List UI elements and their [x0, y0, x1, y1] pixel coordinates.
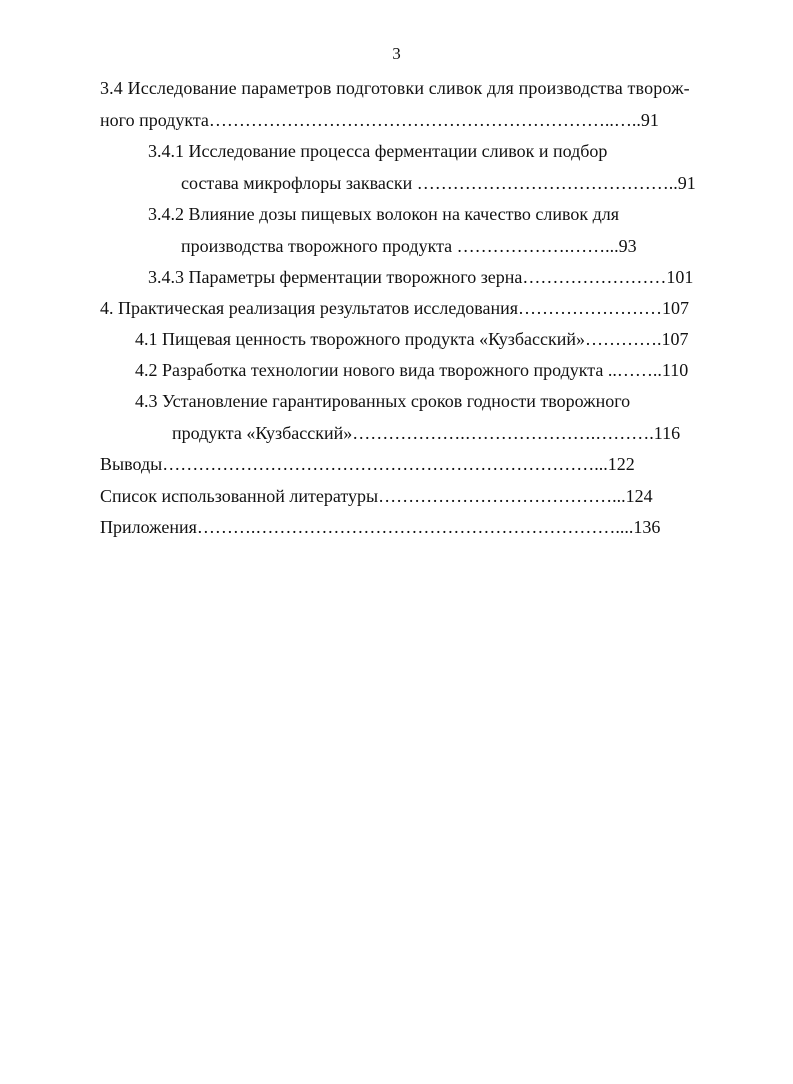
toc-entry-appendices: Приложения……….……………………………………………………....136: [100, 517, 661, 537]
toc-entry-4-1: 4.1 Пищевая ценность творожного продукта «Кузбасский»………….107: [135, 329, 689, 349]
toc-entry-3-4-1-line1: 3.4.1 Исследование процесса ферментации сливок и подбор: [148, 141, 608, 161]
page-number: 3: [392, 44, 401, 63]
toc-entry-3-4-2-line2: производства творожного продукта ……………….……...93: [181, 236, 637, 256]
toc-entry-3-4-line1: 3.4 Исследование параметров подготовки сливок для производства творож-: [100, 78, 690, 98]
toc-entry-3-4-2-line1: 3.4.2 Влияние дозы пищевых волокон на качество сливок для: [148, 204, 620, 224]
toc-entry-4-3-line2: продукта «Кузбасский»……………….………………….……….116: [172, 423, 681, 443]
toc-entry-4-2: 4.2 Разработка технологии нового вида творожного продукта ..……..110: [135, 360, 689, 380]
toc-entry-3-4-3: 3.4.3 Параметры ферментации творожного зерна……………………101: [148, 267, 694, 287]
toc-entry-3-4-1-line2: состава микрофлоры закваски ……………………………………..91: [181, 173, 696, 193]
toc-entry-4: 4. Практическая реализация результатов исследования……………………107: [100, 298, 690, 318]
toc-entry-4-3-line1: 4.3 Установление гарантированных сроков годности творожного: [135, 391, 631, 411]
toc-entry-references: Список использованной литературы…………………………………...124: [100, 486, 653, 506]
toc-entry-conclusions: Выводы………………………………………………………………...122: [100, 454, 635, 474]
toc-entry-3-4-line2: ного продукта…………………………………………………………..…..91: [100, 110, 659, 130]
